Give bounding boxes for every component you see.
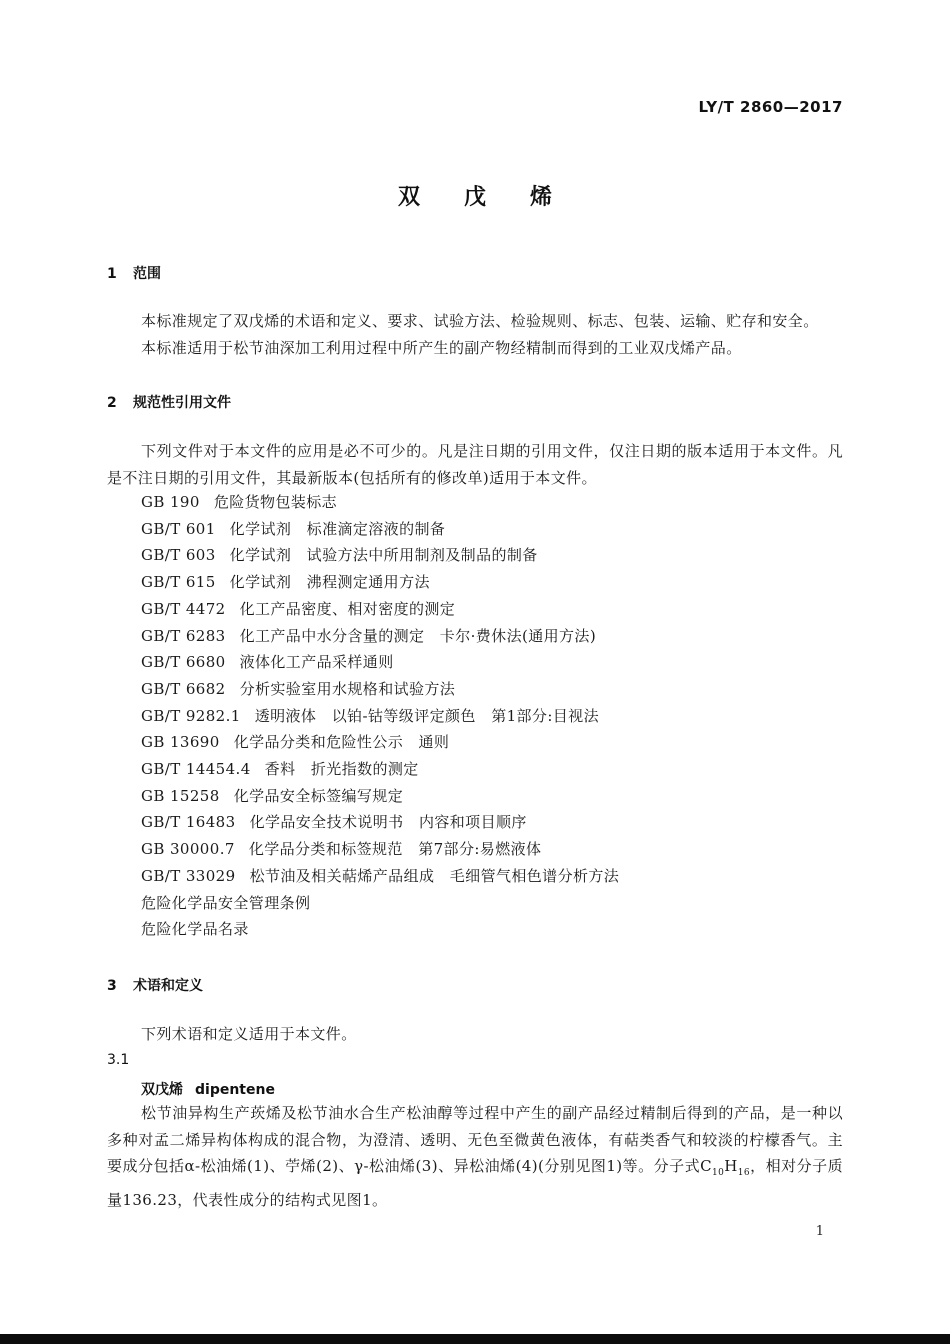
- document-title: 双戊烯: [397, 185, 596, 210]
- section-number: 2: [107, 395, 117, 411]
- reference-item: [141, 705, 599, 726]
- definition-text: 松节油异构生产莰烯及松节油水合生产松油醇等过程中产生的副产品经过精制后得到的产品，是一种以多种对孟二烯异构体构成的混合物，为澄清、透明、无色至微黄色液体，有萜类香气和较淡的柠檬香气。主要成分包括α-松油烯(1)、苧烯(2)、γ-松油烯(3)、异松油烯(4)(分别见图1)等。分子式C: [107, 1104, 843, 1176]
- reference-code: GB/T 4472: [141, 599, 226, 618]
- reference-title: 化工产品密度、相对密度的测定: [239, 599, 456, 618]
- formula-hydrogen: H: [724, 1157, 738, 1176]
- terms-intro: 下列术语和定义适用于本文件。: [141, 1025, 357, 1043]
- reference-title: 化学品分类和标签规范 第7部分:易燃液体: [248, 840, 542, 859]
- reference-item: [141, 491, 337, 512]
- reference-item: [141, 598, 455, 619]
- reference-item: [141, 892, 310, 913]
- reference-item: [141, 678, 455, 699]
- reference-title: 分析实验室用水规格和试验方法: [239, 679, 456, 698]
- section-title: 范围: [133, 266, 161, 282]
- definition-text-end: ，相对分子质量136.23，代表性成分的结构式见图1。: [107, 1157, 843, 1210]
- reference-item: [141, 865, 619, 886]
- reference-code: GB/T 9282.1: [141, 706, 241, 725]
- reference-item: [141, 518, 445, 539]
- reference-code: GB/T 603: [141, 546, 216, 565]
- reference-title: 化学品安全标签编写规定: [233, 786, 404, 805]
- term-definition: [107, 1100, 843, 1214]
- reference-item: [141, 651, 394, 672]
- reference-title: 香料 折光指数的测定: [264, 760, 419, 778]
- reference-code: GB 15258: [141, 786, 220, 805]
- reference-item: [141, 838, 541, 859]
- reference-item: [141, 811, 527, 832]
- reference-code: GB/T 6680: [141, 653, 226, 672]
- scope-paragraph-2: 本标准适用于松节油深加工利用过程中所产生的副产物经精制而得到的工业双戊烯产品。: [141, 339, 742, 357]
- reference-title: 化学试剂 标准滴定溶液的制备: [229, 519, 446, 538]
- reference-code: GB/T 6283: [141, 626, 226, 645]
- reference-item: [141, 625, 596, 646]
- reference-item: [141, 544, 538, 565]
- reference-code: GB 30000.7: [141, 840, 235, 859]
- reference-item: [141, 731, 449, 752]
- formula-carbon-subscript: 10: [712, 1168, 725, 1179]
- reference-title: 化学品安全技术说明书 内容和项目顺序: [249, 813, 527, 832]
- reference-title: 危险货物包装标志: [213, 493, 338, 511]
- term-entry: [141, 1079, 275, 1099]
- reference-code: GB/T 14454.4: [141, 760, 251, 778]
- standard-code: LY/T 2860—2017: [698, 98, 843, 116]
- references-intro: 下列文件对于本文件的应用是必不可少的。凡是注日期的引用文件，仅注日期的版本适用于本文件。凡是不注日期的引用文件，其最新版本(包括所有的修改单)适用于本文件。: [107, 442, 843, 487]
- scope-paragraph-1: 本标准规定了双戊烯的术语和定义、要求、试验方法、检验规则、标志、包装、运输、贮存和安全。: [141, 312, 819, 330]
- section-3-heading: [107, 975, 203, 995]
- reference-title: 化工产品中水分含量的测定 卡尔·费休法(通用方法): [239, 626, 597, 645]
- clause-number: 3.1: [107, 1052, 130, 1068]
- section-number: 1: [107, 266, 117, 282]
- reference-code: GB/T 33029: [141, 866, 236, 885]
- reference-title: 危险化学品安全管理条例: [141, 893, 311, 912]
- reference-title: 危险化学品名录: [141, 920, 249, 939]
- reference-code: GB 190: [141, 493, 200, 511]
- reference-code: GB/T 16483: [141, 813, 236, 832]
- formula-hydrogen-subscript: 16: [737, 1168, 751, 1179]
- term-chinese: 双戊烯: [141, 1082, 183, 1098]
- reference-title: 化学试剂 试验方法中所用制剂及制品的制备: [229, 546, 538, 565]
- reference-item: [141, 758, 419, 779]
- term-english: dipentene: [195, 1082, 275, 1098]
- reference-title: 透明液体 以铂-钴等级评定颜色 第1部分:目视法: [254, 706, 599, 725]
- section-2-heading: [107, 392, 231, 412]
- reference-title: 液体化工产品采样通则: [239, 653, 394, 672]
- reference-item: [141, 785, 403, 806]
- reference-code: GB 13690: [141, 733, 220, 752]
- reference-item: [141, 571, 430, 592]
- reference-code: GB/T 615: [141, 573, 216, 592]
- reference-item: [141, 918, 249, 939]
- page-bottom-bar: [0, 1334, 950, 1344]
- page-number: 1: [815, 1224, 824, 1239]
- section-title: 术语和定义: [133, 978, 203, 994]
- reference-title: 化学品分类和危险性公示 通则: [233, 733, 450, 752]
- section-title: 规范性引用文件: [133, 395, 231, 411]
- reference-code: GB/T 601: [141, 519, 216, 538]
- reference-title: 松节油及相关萜烯产品组成 毛细管气相色谱分析方法: [249, 866, 620, 885]
- reference-code: GB/T 6682: [141, 679, 226, 698]
- reference-title: 化学试剂 沸程测定通用方法: [229, 573, 430, 592]
- section-number: 3: [107, 978, 117, 994]
- section-1-heading: [107, 263, 161, 283]
